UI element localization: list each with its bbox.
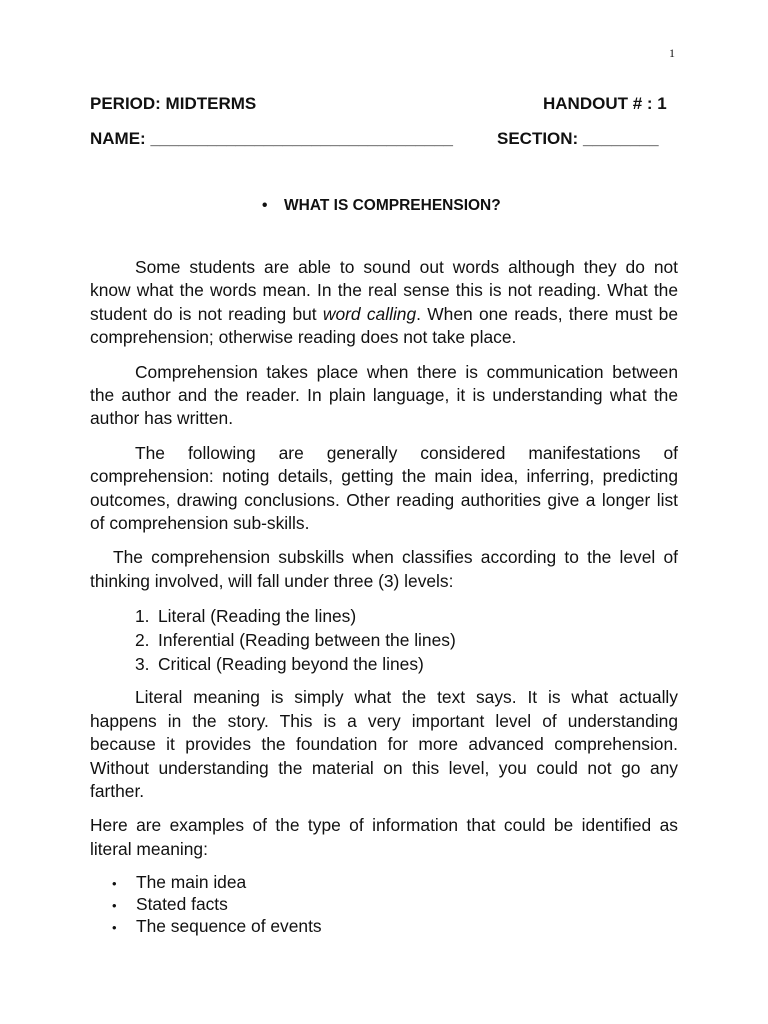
bullet-icon: •	[112, 876, 117, 892]
list-item-text: Inferential (Reading between the lines)	[158, 630, 456, 651]
paragraph-text: . When one reads, there must be comprehension; otherwise reading does not take place.	[90, 303, 678, 348]
list-item	[112, 916, 678, 938]
list-number: 2.	[135, 630, 150, 651]
list-item	[135, 604, 678, 628]
comprehension-levels-list	[90, 604, 678, 676]
list-item-text: Critical (Reading beyond the lines)	[158, 654, 424, 675]
list-number: 3.	[135, 654, 150, 675]
period-label: PERIOD: MIDTERMS	[90, 94, 257, 113]
list-item-text: The sequence of events	[136, 916, 322, 937]
paragraph-comprehension-definition: Comprehension takes place when there is communication between the author and the reader. In plain language, it is understanding what the author has written.	[90, 361, 678, 429]
list-item	[112, 872, 678, 894]
list-item	[135, 628, 678, 652]
bullet-icon: •	[112, 898, 117, 914]
list-item-text: Stated facts	[136, 894, 228, 915]
paragraph-subskills: The comprehension subskills when classifies according to the level of thinking involved, will fall under three (3) levels:	[90, 547, 678, 591]
bullet-icon: •	[262, 197, 268, 214]
paragraph-text: Some students are able to sound out words although they do not know what the words mean. In the real sense this is not reading. What the student do is not reading but	[90, 257, 678, 324]
italic-term: word calling	[322, 303, 417, 324]
paragraph-manifestations: The following are generally considered manifestations of comprehension: noting details, getting the main idea, inferring, predicting outcomes, drawing conclusions. Other reading authorities give a longer list of comprehension sub-skills.	[90, 442, 678, 534]
handout-label: HANDOUT # : 1	[543, 94, 667, 113]
section-heading-text: WHAT IS COMPREHENSION?	[284, 197, 501, 214]
paragraph-examples-intro: Here are examples of the type of information that could be identified as literal meaning:	[90, 815, 678, 859]
list-number: 1.	[135, 606, 150, 627]
paragraph-literal-meaning: Literal meaning is simply what the text says. It is what actually happens in the story. This is a very important level of understanding because it provides the foundation for more advanced comprehension. Without understanding the material on this level, you could not go any farther.	[90, 687, 678, 801]
paragraph-word-calling	[90, 256, 678, 350]
handout-body	[90, 256, 678, 938]
section-heading	[262, 197, 501, 215]
bullet-icon: •	[112, 920, 117, 936]
list-item-text: Literal (Reading the lines)	[158, 606, 357, 627]
list-item-text: The main idea	[136, 872, 247, 893]
list-item	[112, 894, 678, 916]
literal-examples-list	[90, 872, 678, 938]
page-number: 1	[669, 46, 675, 60]
list-item	[135, 652, 678, 676]
name-field-line: NAME: ________________________________	[90, 129, 453, 148]
section-field-line: SECTION: ________	[497, 129, 659, 148]
